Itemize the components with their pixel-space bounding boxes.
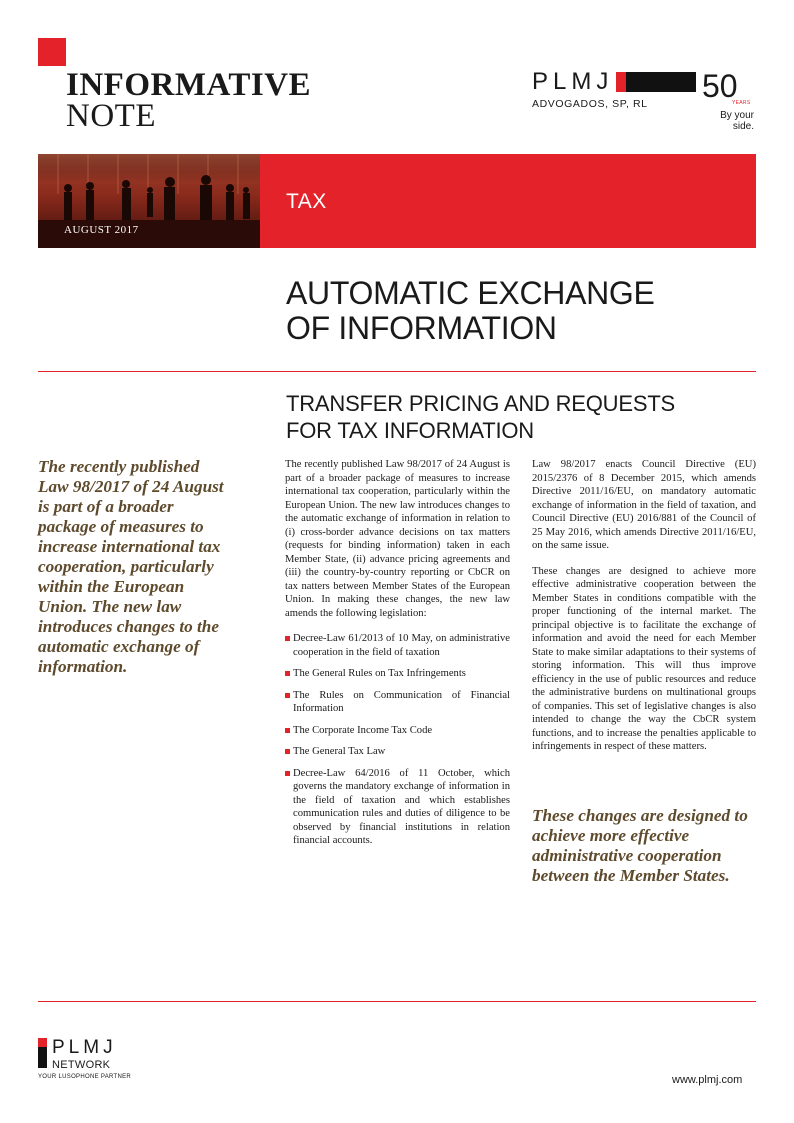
list-item: Decree-Law 64/2016 of 11 October, which governs the mandatory exchange of information in the field of taxation and which establishes communication rules and duties of diligence to be observed by financial institutions in relation financial accounts. [285,767,510,848]
logo-bar [616,72,696,92]
list-item: The General Rules on Tax Infringements [285,667,510,681]
subtitle-line1: TRANSFER PRICING AND REQUESTS [286,391,676,416]
document-type-line1: INFORMATIVE [66,67,312,103]
body-column-2 [532,458,756,766]
anniversary-tagline [720,110,754,132]
footer-divider [38,1001,756,1002]
pull-quote-left: The recently published Law 98/2017 of 24 August is part of a broader package of measures to increase international tax cooperation, particularly within the European Union. The new law introduces changes to the automatic exchange of information. [38,457,224,676]
subtitle-line2: FOR TAX INFORMATION [286,418,534,443]
website-link[interactable]: www.plmj.com [672,1074,743,1086]
publication-date: AUGUST 2017 [64,224,139,236]
title-divider [38,371,756,372]
main-title-line2: OF INFORMATION [286,310,557,346]
pull-quote-right: These changes are designed to achieve more effective administrative cooperation between the Member States. [532,806,748,885]
body-column-1 [285,458,510,856]
directive-paragraph: Law 98/2017 enacts Council Directive (EU) 2015/2376 of 8 December 2015, which amends Directive 2011/16/EU, on mandatory automatic exchange of information in the field of taxation, and Council Directive (EU) 2016/881 of the Council of 25 May 2016, which amends Directive 2011/16/EU, on the same issue. [532,459,756,551]
firm-name: PLMJ [532,68,614,95]
tagline-line2: side. [732,121,754,132]
document-type-title [66,67,312,134]
firm-logo [532,70,648,110]
firm-subtitle: ADVOGADOS, SP, RL [532,98,648,110]
section-subtitle [286,390,746,444]
banner-category-band [260,154,756,248]
list-item: The Rules on Communication of Financial Information [285,689,510,716]
list-item: The General Tax Law [285,745,510,759]
anniversary-badge [702,70,762,136]
brand-red-square [38,38,66,66]
main-title-line1: AUTOMATIC EXCHANGE [286,275,655,311]
main-title [286,276,746,346]
network-name: PLMJ [52,1037,117,1058]
amended-legislation-list [285,632,510,848]
network-logo-accent [38,1038,47,1047]
anniversary-unit: YEARS [732,100,751,106]
list-item: Decree-Law 61/2013 of 10 May, on administrative cooperation in the field of taxation [285,632,510,659]
objectives-paragraph: These changes are designed to achieve more effective administrative cooperation between the Member States in conditions compatible with the proper functioning of the internal market. The principal objective is to facilitate the exchange of information and avoid the need for each Member State to make similar adaptations to their systems of storing information. This will thus improve efficiency in the use of public resources and reduce the administrative burdens on multinational groups of companies. This set of legislative changes is also intended to change the way the CbCR system functions, and to increase the penalties applicable to infringements in respect of these matters. [532,565,756,752]
document-type-line2: NOTE [66,98,156,134]
intro-paragraph: The recently published Law 98/2017 of 24 August is part of a broader package of measures to increase international tax cooperation, particularly within the European Union. The new law introduces changes to the automatic exchange of information in relation to (i) cross-border advance decisions on tax matters (requests for binding information) taken in each Member State, (ii) advance pricing agreements and (iii) the country-by-country reporting or CbCR on tax natters between Member States of the European Union. In making these changes, the new law amends the following legislation: [285,459,510,619]
tagline-line1: By your [720,110,754,121]
anniversary-number: 50 [702,68,738,104]
list-item: The Corporate Income Tax Code [285,724,510,738]
network-label: NETWORK [52,1059,111,1071]
logo-bar-accent [616,72,626,92]
network-tagline: YOUR LUSOPHONE PARTNER [38,1074,132,1080]
category-label: TAX [286,190,327,213]
